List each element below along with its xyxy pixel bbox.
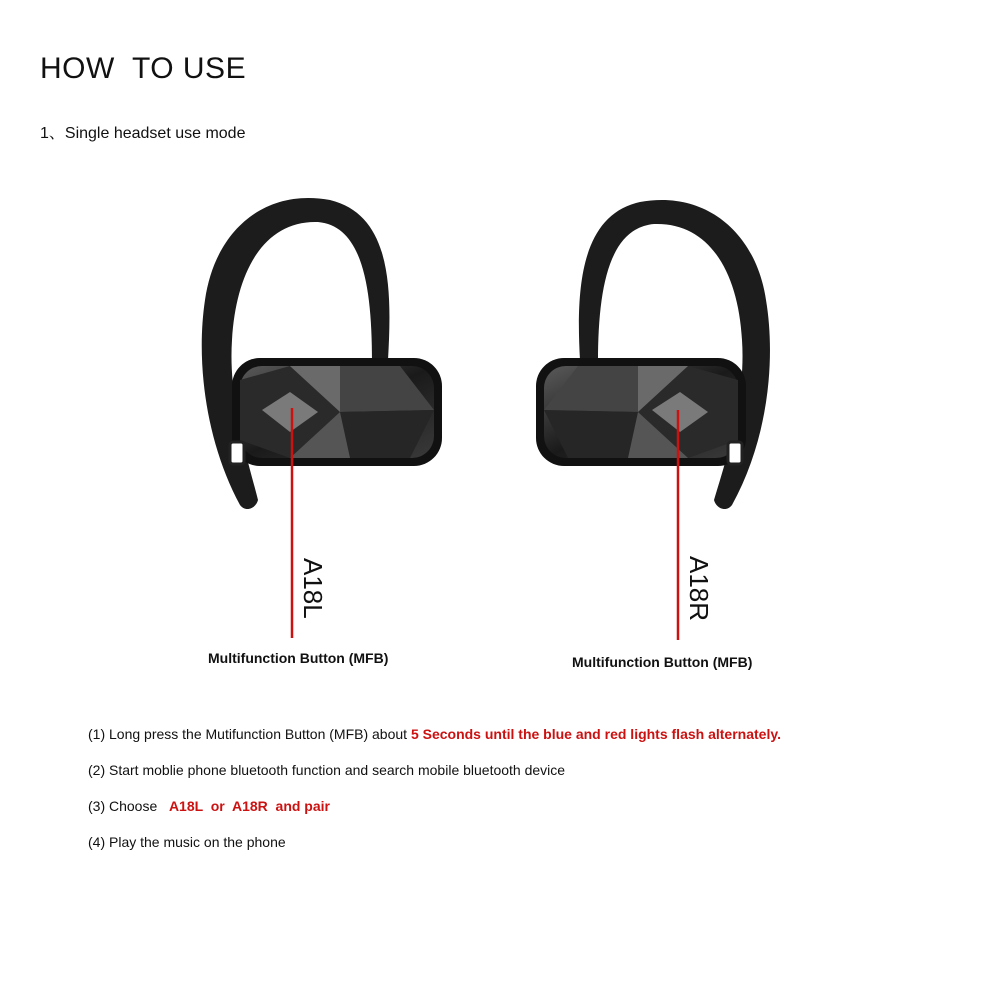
right-earbud: [536, 200, 770, 509]
left-earbud: [202, 198, 442, 509]
section-subtitle: 1、Single headset use mode: [40, 125, 246, 142]
right-model-label: A18R: [684, 556, 714, 622]
step-2: (2) Start moblie phone bluetooth function and search mobile bluetooth device: [88, 762, 566, 778]
left-mfb-label: Multifunction Button (MFB): [208, 650, 389, 666]
step-4: (4) Play the music on the phone: [88, 834, 286, 850]
step-3: [88, 798, 330, 814]
step-1: [88, 726, 781, 742]
page-title: HOW TO USE: [40, 52, 247, 85]
step-3-highlight: A18L or A18R and pair: [168, 798, 330, 814]
step-3-text: (3) Choose: [88, 798, 169, 814]
left-model-label: A18L: [298, 558, 328, 619]
right-mfb-label: Multifunction Button (MFB): [572, 654, 753, 670]
step-1-text: (1) Long press the Mutifunction Button (MFB) about: [88, 726, 411, 742]
step-1-highlight: 5 Seconds until the blue and red lights flash alternately.: [410, 726, 781, 742]
